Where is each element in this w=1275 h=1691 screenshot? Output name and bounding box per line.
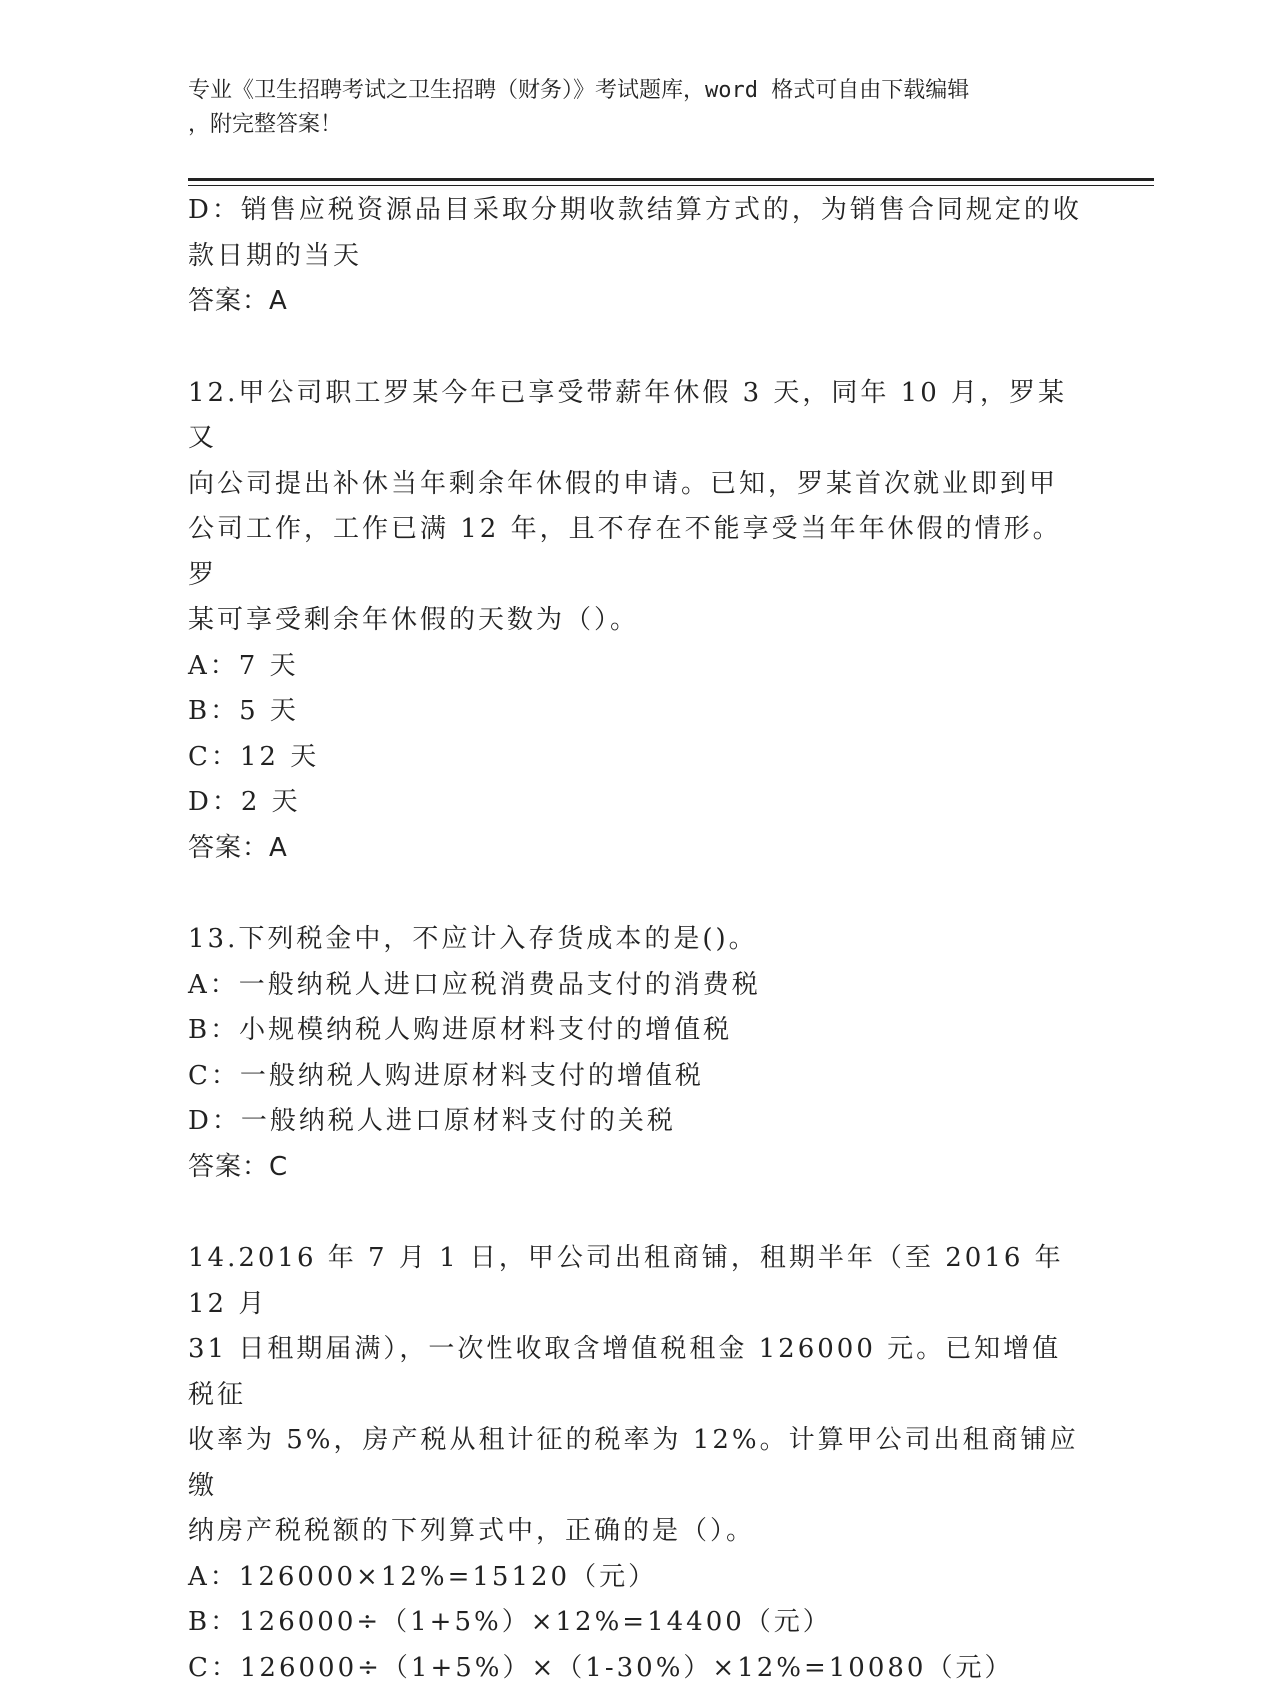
q13-option-c: C：一般纳税人购进原材料支付的增值税 <box>188 1054 1088 1100</box>
spacer <box>188 1190 1088 1236</box>
header-line-1: 专业《卫生招聘考试之卫生招聘（财务）》考试题库，word 格式可自由下载编辑 <box>188 74 1068 108</box>
q12-option-a: A：7 天 <box>188 644 1088 690</box>
header-rule-thin <box>188 185 1154 186</box>
q14-option-b: B：126000÷（1+5%）×12%=14400（元） <box>188 1600 1088 1646</box>
question-12 <box>188 371 1088 872</box>
question-13 <box>188 917 1088 1190</box>
q14-option-c: C：126000÷（1+5%）×（1-30%）×12%=10080（元） <box>188 1646 1088 1691</box>
q12-option-d: D：2 天 <box>188 780 1088 826</box>
q14-stem-line-2: 31 日租期届满），一次性收取含增值税租金 126000 元。已知增值税征 <box>188 1327 1088 1418</box>
q12-stem-line-1: 12.甲公司职工罗某今年已享受带薪年休假 3 天，同年 10 月，罗某又 <box>188 371 1088 462</box>
q12-answer: 答案：A <box>188 826 1088 872</box>
q14-option-a: A：126000×12%=15120（元） <box>188 1555 1088 1601</box>
q12-stem-line-2: 向公司提出补休当年剩余年休假的申请。已知，罗某首次就业即到甲 <box>188 462 1088 508</box>
q14-stem-line-4: 纳房产税税额的下列算式中，正确的是（）。 <box>188 1509 1088 1555</box>
document-header <box>188 74 1068 142</box>
q11-option-d-line-1: D：销售应税资源品目采取分期收款结算方式的，为销售合同规定的收 <box>188 188 1088 234</box>
q13-answer: 答案：C <box>188 1145 1088 1191</box>
q13-option-a: A：一般纳税人进口应税消费品支付的消费税 <box>188 963 1088 1009</box>
question-content <box>188 188 1088 1691</box>
q13-option-d: D：一般纳税人进口原材料支付的关税 <box>188 1099 1088 1145</box>
q13-stem: 13.下列税金中，不应计入存货成本的是()。 <box>188 917 1088 963</box>
q14-stem-line-3: 收率为 5%，房产税从租计征的税率为 12%。计算甲公司出租商铺应缴 <box>188 1418 1088 1509</box>
q12-option-b: B：5 天 <box>188 689 1088 735</box>
header-line-2: ，附完整答案！ <box>188 108 1068 142</box>
q11-option-d-line-2: 款日期的当天 <box>188 234 1088 280</box>
header-rule-thick <box>188 178 1154 181</box>
question-11-tail <box>188 188 1088 325</box>
q12-stem-line-3: 公司工作，工作已满 12 年，且不存在不能享受当年年休假的情形。罗 <box>188 507 1088 598</box>
q12-option-c: C：12 天 <box>188 735 1088 781</box>
spacer <box>188 871 1088 917</box>
q12-stem-line-4: 某可享受剩余年休假的天数为（）。 <box>188 598 1088 644</box>
question-14 <box>188 1236 1088 1691</box>
spacer <box>188 325 1088 371</box>
q11-answer: 答案：A <box>188 279 1088 325</box>
q14-stem-line-1: 14.2016 年 7 月 1 日，甲公司出租商铺，租期半年（至 2016 年 12 月 <box>188 1236 1088 1327</box>
q13-option-b: B：小规模纳税人购进原材料支付的增值税 <box>188 1008 1088 1054</box>
